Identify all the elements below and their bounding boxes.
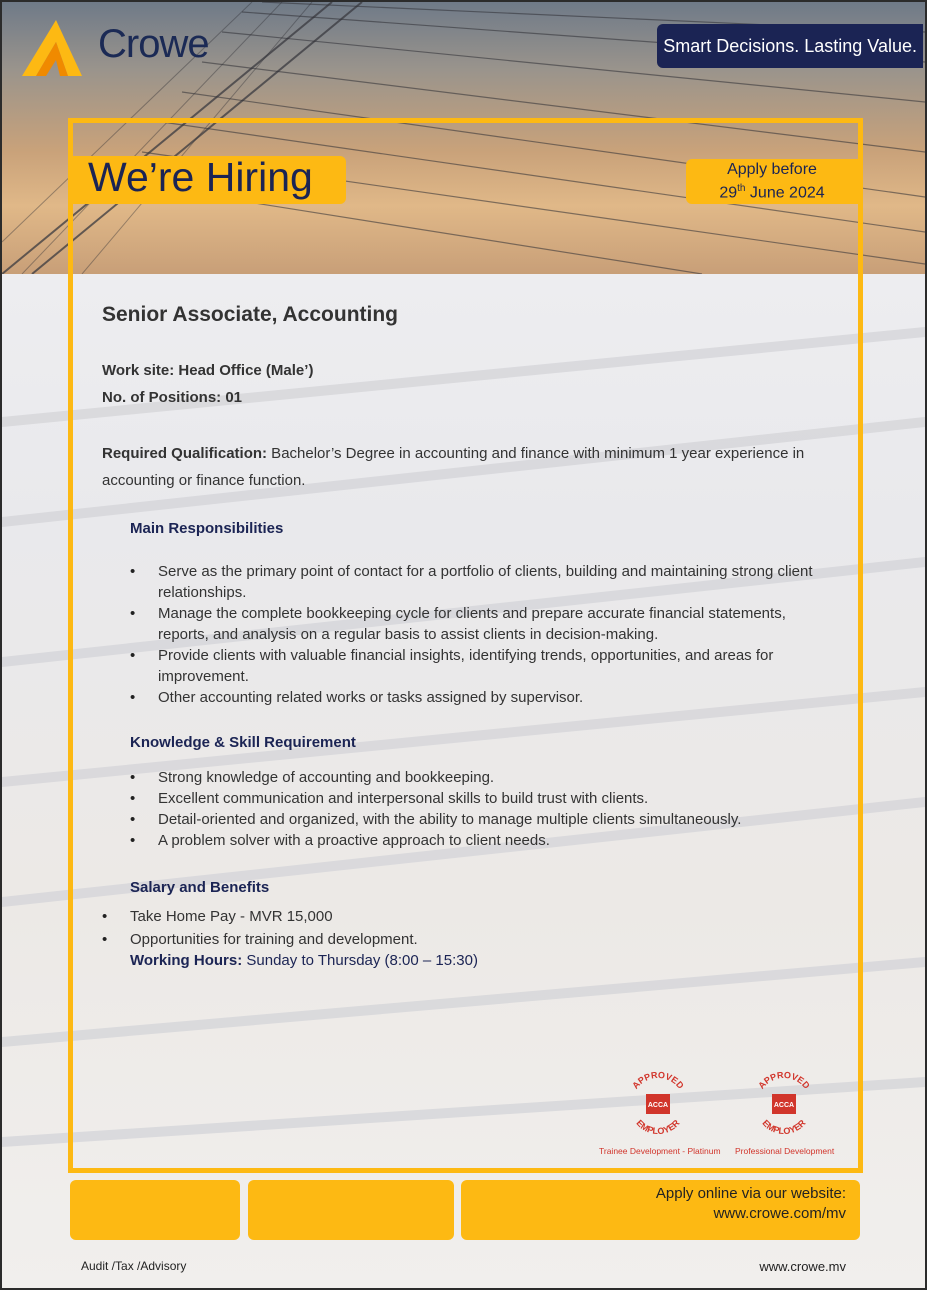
badge-caption: Trainee Development - Platinum [599,1146,721,1156]
list-item: • Detail-oriented and organized, with the ability to manage multiple clients simultaneously. [130,809,820,830]
list-item: • Opportunities for training and development. [102,928,802,951]
list-item: • Take Home Pay - MVR 15,000 [102,905,802,928]
footer-block [70,1180,240,1240]
list-item: • Provide clients with valuable financial insights, identifying trends, opportunities, and areas for improvement. [130,645,820,687]
acca-approved-employer-badge [624,1068,692,1140]
apply-online-link[interactable]: www.crowe.com/mv [713,1205,846,1222]
footer-block [248,1180,454,1240]
list-item: • Manage the complete bookkeeping cycle for clients and prepare accurate financial statements, reports, and analysis on a regular basis to assist clients in decision-making. [130,603,820,645]
list-item: • A problem solver with a proactive approach to client needs. [130,830,820,851]
skills-list [130,767,820,851]
list-item: • Serve as the primary point of contact for a portfolio of clients, building and maintaining strong client relationships. [130,561,820,603]
svg-text:EMPLOYER: EMPLOYER [760,1117,808,1137]
crowe-logo-icon [20,20,84,78]
salary-heading: Salary and Benefits [130,879,270,896]
apply-online [656,1184,846,1224]
benefits-list [102,905,802,951]
apply-deadline-badge [686,159,858,204]
working-hours: Working Hours: Sunday to Thursday (8:00 – 15:30) [130,952,478,969]
svg-text:EMPLOYER: EMPLOYER [634,1117,682,1137]
list-item: • Strong knowledge of accounting and bookkeeping. [130,767,820,788]
responsibilities-heading: Main Responsibilities [130,520,284,537]
list-item: • Excellent communication and interpersonal skills to build trust with clients. [130,788,820,809]
job-title: Senior Associate, Accounting [102,303,398,326]
crowe-logo-text: Crowe [98,22,209,66]
website-link[interactable]: www.crowe.mv [759,1259,846,1274]
hiring-heading: We’re Hiring [88,154,313,200]
acca-approved-employer-badge [750,1068,818,1140]
svg-text:ACCA: ACCA [773,1102,795,1109]
responsibilities-list [130,561,820,708]
list-item: • Other accounting related works or tasks assigned by supervisor. [130,687,820,708]
apply-deadline-date: 29th June 2024 [719,183,825,202]
services-line: Audit /Tax /Advisory [81,1259,187,1273]
badge-caption: Professional Development [735,1146,835,1156]
svg-text:APPROVED: APPROVED [630,1069,686,1091]
positions-count: No. of Positions: 01 [102,389,243,406]
svg-text:ACCA: ACCA [647,1102,669,1109]
tagline-banner: Smart Decisions. Lasting Value. [657,24,923,68]
work-site: Work site: Head Office (Male’) [102,362,314,379]
skills-heading: Knowledge & Skill Requirement [130,734,356,751]
required-qualification: Required Qualification: Bachelor’s Degree in accounting and finance with minimum 1 year experience in accounting or finance function. [102,445,805,489]
svg-text:APPROVED: APPROVED [756,1069,812,1091]
apply-before-label: Apply before [727,161,817,178]
apply-online-label: Apply online via our website: [655,1185,846,1202]
